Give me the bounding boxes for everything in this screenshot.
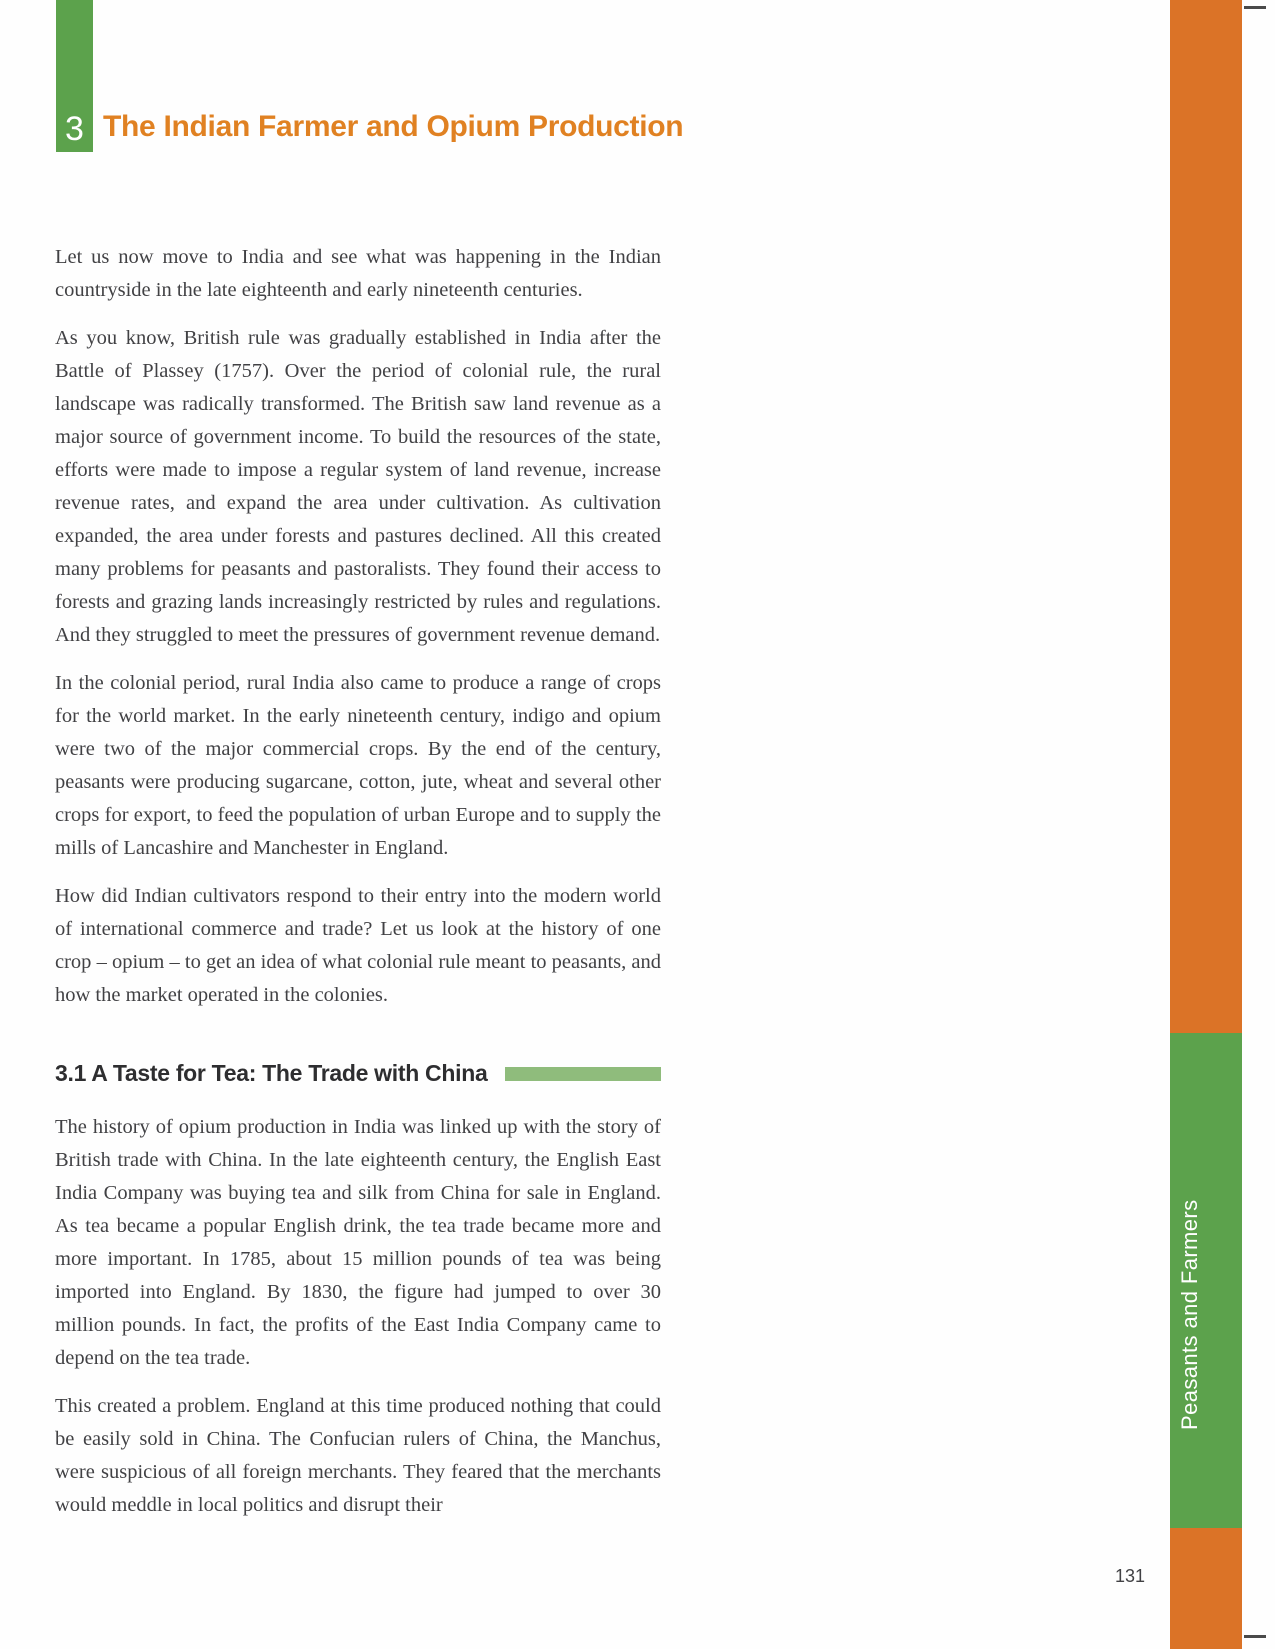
chapter-number: 3 bbox=[65, 110, 84, 148]
section-paragraph-2: This created a problem. England at this time produced nothing that could be easily sold in China. The Confucian rulers of China, the Manchus, were suspicious of all foreign merchants. They feared that the merchants would meddle in local politics and disrupt their bbox=[55, 1395, 661, 1516]
sidebar-vertical-label: Peasants and Farmers bbox=[1177, 1199, 1202, 1430]
body-paragraph-4: How did Indian cultivators respond to their entry into the modern world of international commerce and trade? Let us look at the history of one crop – opium – to get an idea of what colonial rule meant to peasants, and how the market operated in the colonies. bbox=[55, 885, 661, 1006]
page-number: 131 bbox=[1114, 1566, 1145, 1586]
chapter-title: The Indian Farmer and Opium Production bbox=[103, 110, 684, 143]
body-paragraph-1: Let us now move to India and see what was happening in the Indian countryside in the late eighteenth and early nineteenth centuries. bbox=[55, 246, 661, 301]
sidebar-orange-bottom-bar bbox=[1170, 1528, 1242, 1649]
chapter-number-box bbox=[56, 0, 93, 152]
section-heading-bar bbox=[505, 1067, 661, 1081]
section-heading-text: 3.1 A Taste for Tea: The Trade with China bbox=[55, 1060, 488, 1086]
crop-mark-bottom bbox=[1244, 1635, 1266, 1638]
section-heading bbox=[55, 1060, 661, 1087]
sidebar-orange-top-bar bbox=[1170, 0, 1242, 1033]
body-paragraph-3: In the colonial period, rural India also came to produce a range of crops for the world market. In the early nineteenth century, indigo and opium were two of the major commercial crops. By the end of the century, peasants were producing sugarcane, cotton, jute, wheat and several other crops for export, to feed the population of urban Europe and to supply the mills of Lancashire and Manchester in England. bbox=[55, 672, 661, 859]
body-paragraph-2: As you know, British rule was gradually established in India after the Battle of Plassey (1757). Over the period of colonial rule, the rural landscape was radically transformed. The British saw land revenue as a major source of government income. To build the resources of the state, efforts were made to impose a regular system of land revenue, increase revenue rates, and expand the area under cultivation. As cultivation expanded, the area under forests and pastures declined. All this created many problems for peasants and pastoralists. They found their access to forests and grazing lands increasingly restricted by rules and regulations. And they struggled to meet the pressures of government revenue demand. bbox=[55, 327, 661, 646]
body-column bbox=[55, 241, 661, 1537]
section-paragraph-1: The history of opium production in India was linked up with the story of British trade with China. In the late eighteenth century, the English East India Company was buying tea and silk from China for sale in England. As tea became a popular English drink, the tea trade became more and more important. In 1785, about 15 million pounds of tea was being imported into England. By 1830, the figure had jumped to over 30 million pounds. In fact, the profits of the East India Company came to depend on the tea trade. bbox=[55, 1116, 661, 1369]
crop-mark-top bbox=[1244, 6, 1266, 9]
